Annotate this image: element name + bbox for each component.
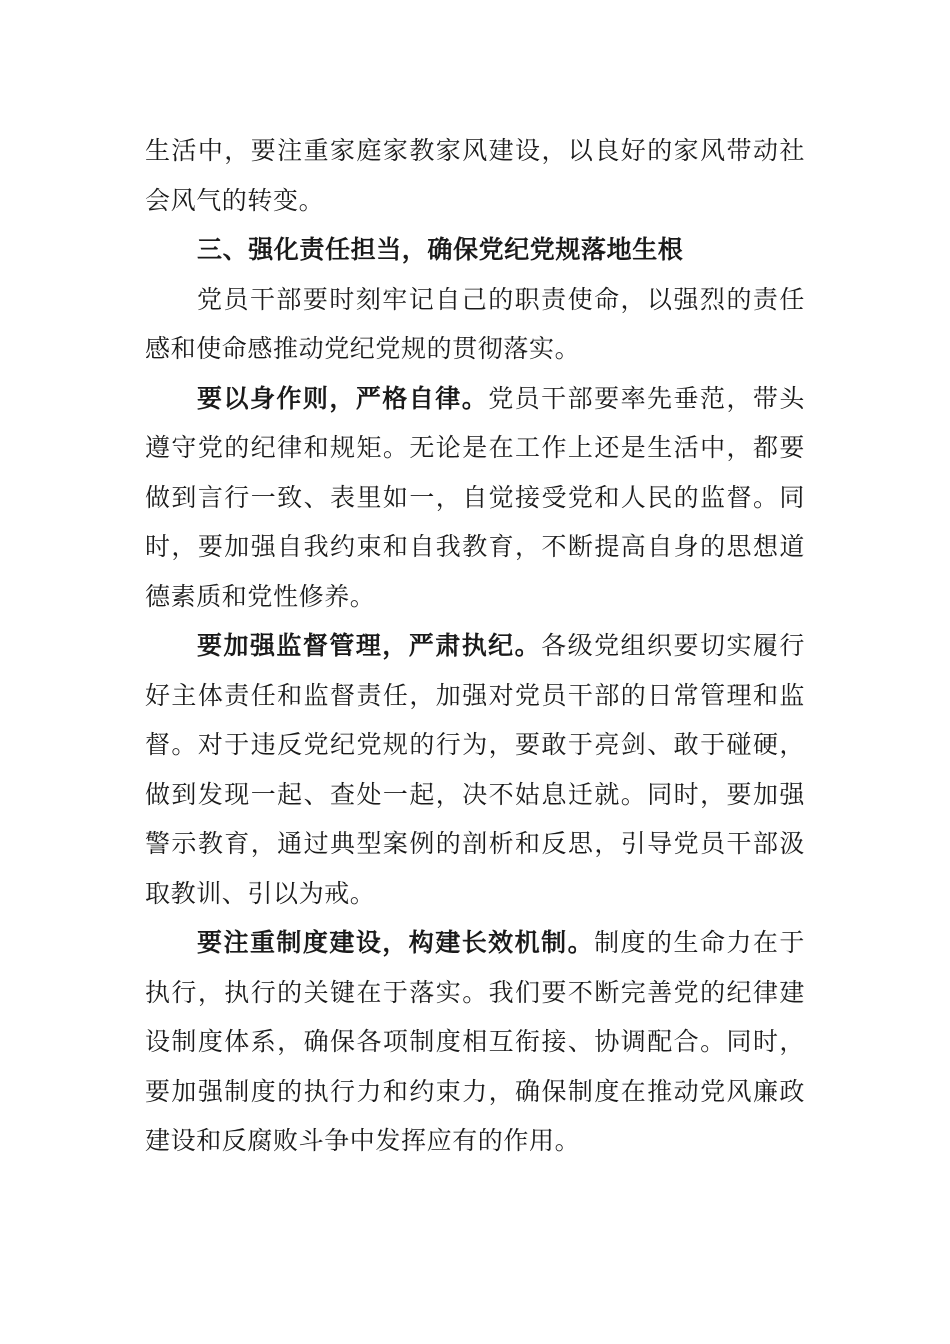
paragraph-text: 党员干部要时刻牢记自己的职责使命，以强烈的责任感和使命感推动党纪党规的贯彻落实。: [145, 284, 805, 363]
paragraph-text: 生活中，要注重家庭家教家风建设，以良好的家风带动社会风气的转变。: [145, 136, 805, 215]
paragraph-text: 制度的生命力在于执行，执行的关键在于落实。我们要不断完善党的纪律建设制度体系，确保各项制度相互衔接、协调配合。同时，要加强制度的执行力和约束力，确保制度在推动党风廉政建设和反腐败斗争中发挥应有的作用。: [145, 928, 805, 1155]
paragraph-supervision: [145, 621, 805, 918]
section-heading: [145, 225, 805, 275]
section-heading-text: 三、强化责任担当，确保党纪党规落地生根: [197, 235, 684, 264]
paragraph-continuation: [145, 126, 805, 225]
paragraph-lead: 要注重制度建设，构建长效机制。: [197, 928, 595, 957]
document-body: [145, 126, 805, 1166]
paragraph-text: 党员干部要率先垂范，带头遵守党的纪律和规矩。无论是在工作上还是生活中，都要做到言行一致、表里如一，自觉接受党和人民的监督。同时，要加强自我约束和自我教育，不断提高自身的思想道德素质和党性修养。: [145, 383, 805, 611]
paragraph-lead: 要加强监督管理，严肃执纪。: [197, 631, 542, 660]
paragraph-text: 各级党组织要切实履行好主体责任和监督责任，加强对党员干部的日常管理和监督。对于违反党纪党规的行为，要敢于亮剑、敢于碰硬，做到发现一起、查处一起，决不姑息迁就。同时，要加强警示教育，通过典型案例的剖析和反思，引导党员干部汲取教训、引以为戒。: [145, 631, 805, 908]
paragraph-lead: 要以身作则，严格自律。: [197, 383, 489, 413]
paragraph-institution: [145, 918, 805, 1166]
paragraph-intro: [145, 275, 805, 374]
paragraph-self-discipline: [145, 374, 805, 622]
